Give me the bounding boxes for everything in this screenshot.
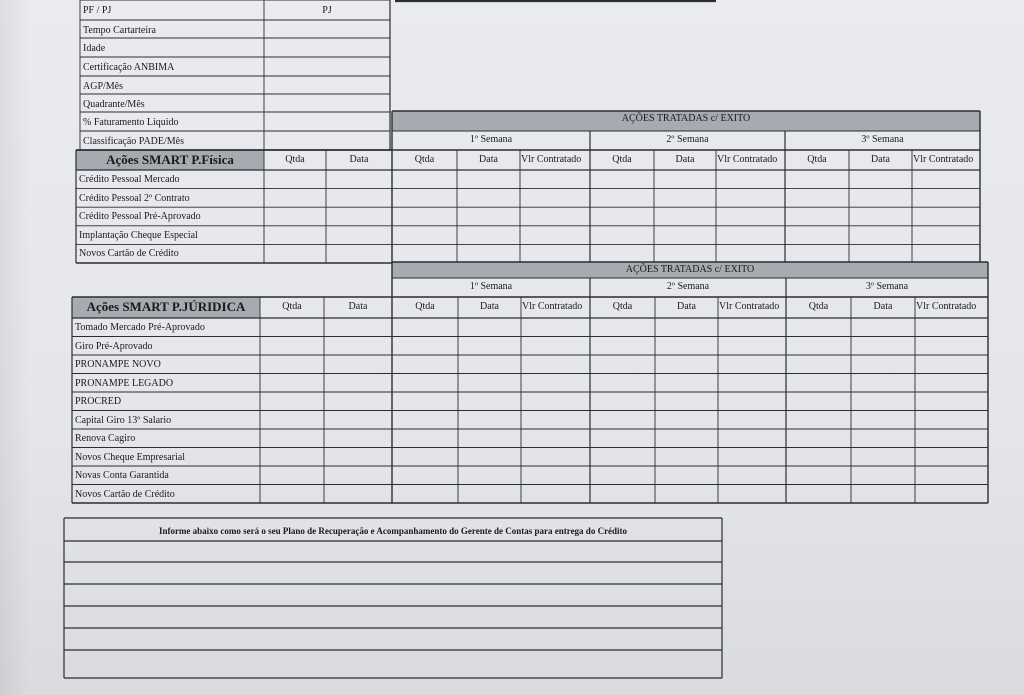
week-header: 2º Semana [666, 134, 709, 145]
info-value: PJ [322, 5, 332, 16]
col-data: Data [479, 154, 498, 165]
week-header: 3º Semana [865, 281, 909, 292]
action-row-label: Tomado Mercado Pré-Aprovado [75, 322, 205, 333]
col-data: Data [675, 154, 695, 165]
col-qtda: Qtda [612, 154, 632, 165]
col-qtda: Qtda [808, 301, 829, 312]
action-row-label: Novas Conta Garantida [75, 470, 169, 481]
plano-title: Informe abaixo como será o seu Plano de Recuperação e Acompanhamento do Gerente de Contas para entrega do Crédito [158, 526, 628, 536]
action-row-label: Crédito Pessoal Mercado [79, 174, 180, 185]
action-row-label: Novos Cartão de Crédito [75, 488, 175, 500]
info-label: PF / PJ [83, 5, 112, 16]
col-vlr-contratado: Vlr Contratado [521, 154, 582, 165]
action-row-label: Giro Pré-Aprovado [75, 340, 153, 352]
col-data: Data [873, 301, 893, 312]
action-row-label: PRONAMPE NOVO [75, 359, 161, 370]
action-row-label: Crédito Pessoal Pré-Aprovado [79, 211, 201, 223]
info-label: Certificação ANBIMA [83, 62, 175, 73]
week-header: 2º Semana [666, 281, 710, 292]
acoes-header: AÇÕES TRATADAS c/ EXITO [625, 264, 755, 275]
col-vlr-contratado: Vlr Contratado [913, 154, 974, 165]
col-vlr-contratado: Vlr Contratado [717, 154, 778, 165]
action-row-label: Renova Cagiro [75, 433, 136, 444]
section-title: Ações SMART P.Física [106, 152, 234, 167]
acoes-header: AÇÕES TRATADAS c/ EXITO [621, 113, 751, 124]
col-vlr-contratado: Vlr Contratado [719, 301, 780, 312]
col-data: Data [349, 154, 369, 165]
action-row-label: PRONAMPE LEGADO [75, 377, 174, 389]
col-data: Data [480, 301, 499, 312]
col-qtda: Qtda [282, 301, 302, 312]
week-header: 1º Semana [469, 281, 513, 292]
action-row-label: PROCRED [75, 396, 122, 407]
info-label: Tempo Cartarteira [83, 25, 156, 36]
info-label: Idade [83, 43, 106, 54]
col-qtda: Qtda [612, 301, 633, 312]
info-label: Classificação PADE/Mês [83, 136, 185, 147]
action-row-label: Novos Cheque Empresarial [75, 451, 185, 463]
section-title: Ações SMART P.JÚRIDICA [86, 299, 246, 314]
col-qtda: Qtda [414, 154, 435, 165]
info-label: % Faturamento Liquido [83, 117, 179, 128]
col-qtda: Qtda [807, 154, 827, 165]
info-label: Quadrante/Mês [83, 99, 145, 110]
action-row-label: Crédito Pessoal 2º Contrato [79, 192, 190, 204]
col-data: Data [348, 301, 368, 312]
col-data: Data [871, 154, 890, 165]
action-row-label: Novos Cartão de Crédito [79, 248, 179, 260]
week-header: 3º Semana [861, 134, 904, 145]
col-data: Data [677, 301, 696, 312]
col-vlr-contratado: Vlr Contratado [522, 301, 583, 312]
col-vlr-contratado: Vlr Contratado [916, 301, 977, 312]
info-label: AGP/Mês [83, 81, 124, 92]
week-header: 1º Semana [469, 134, 513, 145]
action-row-label: Capital Giro 13º Salario [75, 414, 172, 426]
action-row-label: Implantação Cheque Especial [79, 229, 198, 241]
col-qtda: Qtda [285, 154, 305, 165]
col-qtda: Qtda [415, 301, 435, 312]
